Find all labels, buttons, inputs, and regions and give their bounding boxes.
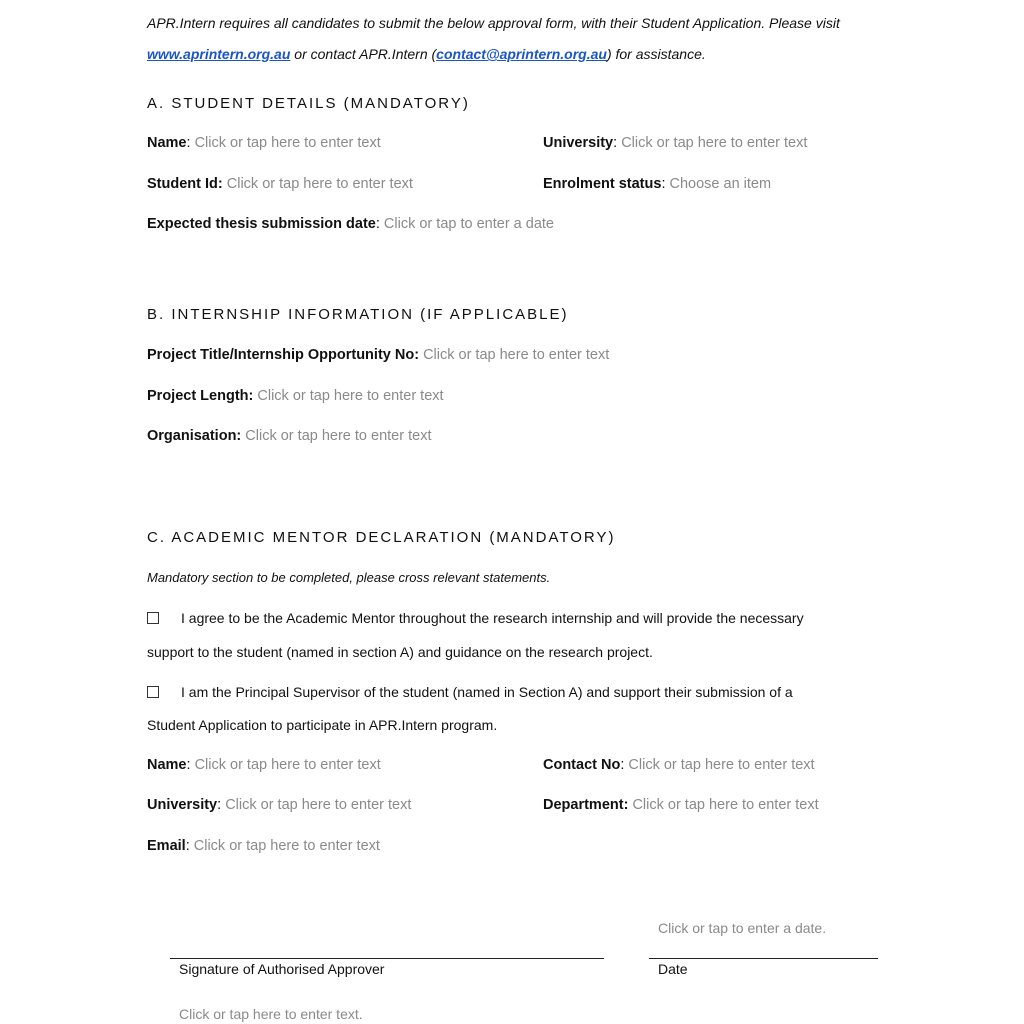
project-length-input[interactable]: Click or tap here to enter text: [257, 388, 444, 404]
mentor-contact-input[interactable]: Click or tap here to enter text: [628, 757, 815, 773]
mentor-contact-label: Contact No: [543, 757, 621, 773]
student-id-label: Student Id:: [147, 176, 223, 192]
statement-2-line-2: Student Application to participate in APR.Intern program.: [147, 717, 498, 733]
signature-line: [170, 958, 604, 959]
mentor-email-sep: :: [185, 838, 194, 854]
student-university-label: University: [543, 135, 614, 151]
section-c-heading: C. ACADEMIC MENTOR DECLARATION (MANDATORY): [147, 529, 616, 546]
student-name-sep: :: [186, 135, 195, 151]
statement-1-text: I agree to be the Academic Mentor throughout the research internship and will provide the necessary: [181, 610, 804, 626]
statement-1-line-2: support to the student (named in section A) and guidance on the research project.: [147, 644, 653, 660]
intro-line-2: [147, 46, 706, 62]
enrolment-status-field: [543, 176, 771, 192]
enrolment-status-dropdown[interactable]: Choose an item: [669, 176, 772, 192]
mentor-email-input[interactable]: Click or tap here to enter text: [193, 838, 380, 854]
student-university-field: [543, 135, 807, 151]
mentor-department-field: [543, 797, 819, 813]
student-id-input[interactable]: Click or tap here to enter text: [226, 176, 413, 192]
statement-2-text: I am the Principal Supervisor of the student (named in Section A) and support their submission of a: [181, 684, 793, 700]
date-line: [649, 958, 878, 959]
mentor-contact-sep: :: [620, 757, 629, 773]
project-length-label: Project Length:: [147, 388, 254, 404]
mentor-university-input[interactable]: Click or tap here to enter text: [225, 797, 412, 813]
organisation-input[interactable]: Click or tap here to enter text: [245, 428, 432, 444]
mentor-university-sep: :: [217, 797, 226, 813]
student-name-input[interactable]: Click or tap here to enter text: [194, 135, 381, 151]
mandatory-note: Mandatory section to be completed, please cross relevant statements.: [147, 570, 551, 585]
thesis-date-sep: :: [375, 216, 384, 232]
enrolment-status-sep: :: [661, 176, 670, 192]
project-title-field: [147, 347, 609, 363]
mentor-name-label: Name: [147, 757, 187, 773]
section-b-heading: B. INTERNSHIP INFORMATION (IF APPLICABLE): [147, 306, 569, 323]
mentor-email-field: [147, 838, 380, 854]
signature-approver-label: Signature of Authorised Approver: [179, 961, 385, 977]
statement-1-line-1: [147, 610, 804, 626]
mentor-university-label: University: [147, 797, 218, 813]
intro-end-text: ) for assistance.: [606, 46, 706, 62]
organisation-field: [147, 428, 431, 444]
thesis-date-field: [147, 216, 554, 232]
project-title-input[interactable]: Click or tap here to enter text: [423, 347, 610, 363]
student-id-field: [147, 176, 413, 192]
signature-date-picker[interactable]: Click or tap to enter a date.: [658, 920, 827, 936]
mentor-name-field: [147, 757, 381, 773]
mentor-department-label: Department:: [543, 797, 629, 813]
intro-mid-text: or contact APR.Intern (: [290, 46, 437, 62]
statement-2-checkbox[interactable]: [147, 686, 159, 698]
project-length-field: [147, 388, 444, 404]
mentor-university-field: [147, 797, 411, 813]
mentor-name-input[interactable]: Click or tap here to enter text: [194, 757, 381, 773]
section-a-heading: A. STUDENT DETAILS (MANDATORY): [147, 95, 470, 112]
thesis-date-picker[interactable]: Click or tap to enter a date: [383, 216, 554, 232]
approver-name-input[interactable]: Click or tap here to enter text.: [179, 1006, 363, 1022]
website-link[interactable]: www.aprintern.org.au: [147, 46, 291, 62]
statement-1-checkbox[interactable]: [147, 612, 159, 624]
project-title-label: Project Title/Internship Opportunity No:: [147, 347, 420, 363]
statement-2-line-1: [147, 684, 793, 700]
date-label: Date: [658, 961, 688, 977]
student-name-field: [147, 135, 381, 151]
mentor-department-input[interactable]: Click or tap here to enter text: [632, 797, 819, 813]
organisation-label: Organisation:: [147, 428, 242, 444]
student-university-sep: :: [613, 135, 622, 151]
student-name-label: Name: [147, 135, 187, 151]
enrolment-status-label: Enrolment status: [543, 176, 662, 192]
student-university-input[interactable]: Click or tap here to enter text: [621, 135, 808, 151]
thesis-date-label: Expected thesis submission date: [147, 216, 376, 232]
mentor-name-sep: :: [186, 757, 195, 773]
email-link[interactable]: contact@aprintern.org.au: [436, 46, 607, 62]
mentor-contact-field: [543, 757, 815, 773]
intro-line-1: APR.Intern requires all candidates to submit the below approval form, with their Student Application. Please visit: [147, 15, 840, 31]
mentor-email-label: Email: [147, 838, 186, 854]
